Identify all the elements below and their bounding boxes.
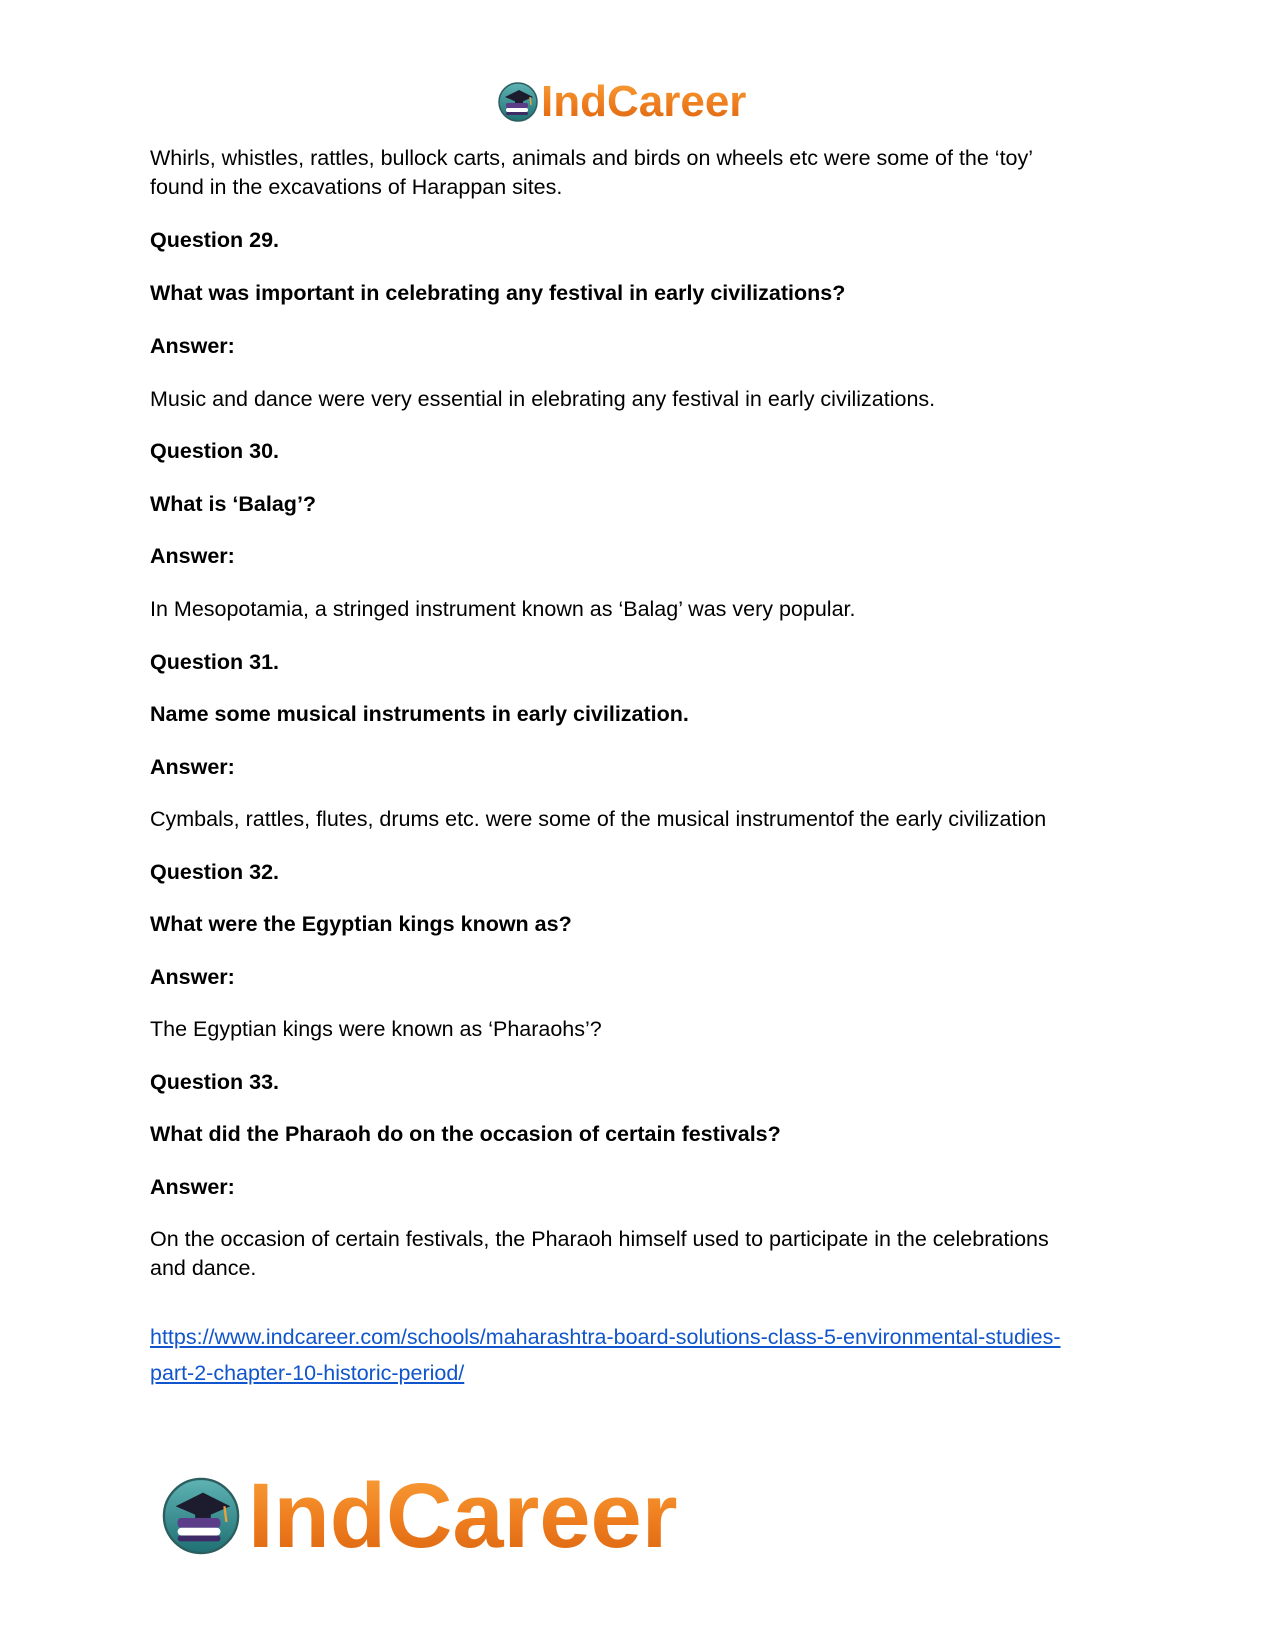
question-text: What was important in celebrating any festival in early civilizations? [150, 281, 846, 305]
question-label: Question 33. [150, 1070, 280, 1094]
answer-label: Answer: [150, 334, 235, 358]
answer-label: Answer: [150, 1175, 235, 1199]
question-label: Question 29. [150, 228, 280, 252]
answer-text: On the occasion of certain festivals, the Pharaoh himself used to participate in the celebrations [150, 1227, 1049, 1251]
logo-wordmark: IndCareer [541, 77, 747, 126]
answer-text: Music and dance were very essential in elebrating any festival in early civilizations. [150, 387, 936, 411]
footer-logo [160, 1466, 678, 1566]
answer-label: Answer: [150, 755, 235, 779]
question-text: Name some musical instruments in early civilization. [150, 702, 689, 726]
header-logo [497, 78, 746, 126]
question-text: What were the Egyptian kings known as? [150, 912, 572, 936]
question-label: Question 30. [150, 439, 280, 463]
source-link[interactable]: part-2-chapter-10-historic-period/ [150, 1361, 465, 1385]
logo-emblem-icon [497, 81, 539, 123]
answer-text: In Mesopotamia, a stringed instrument known as ‘Balag’ was very popular. [150, 597, 856, 621]
answer-text: Cymbals, rattles, flutes, drums etc. were some of the musical instrumentof the early civilization [150, 807, 1047, 831]
question-text: What is ‘Balag’? [150, 492, 317, 516]
intro-text-line: found in the excavations of Harappan sites. [150, 175, 563, 199]
logo-wordmark: IndCareer [248, 1465, 678, 1567]
question-label: Question 32. [150, 860, 280, 884]
question-text: What did the Pharaoh do on the occasion of certain festivals? [150, 1122, 781, 1146]
intro-text-line: Whirls, whistles, rattles, bullock carts, animals and birds on wheels etc were some of the ‘toy’ [150, 146, 1034, 170]
logo-emblem-icon [160, 1475, 242, 1557]
question-label: Question 31. [150, 650, 280, 674]
answer-label: Answer: [150, 544, 235, 568]
source-link[interactable]: https://www.indcareer.com/schools/maharashtra-board-solutions-class-5-environmental-studies- [150, 1325, 1061, 1349]
answer-label: Answer: [150, 965, 235, 989]
answer-text: and dance. [150, 1256, 257, 1280]
answer-text: The Egyptian kings were known as ‘Pharaohs’? [150, 1017, 602, 1041]
